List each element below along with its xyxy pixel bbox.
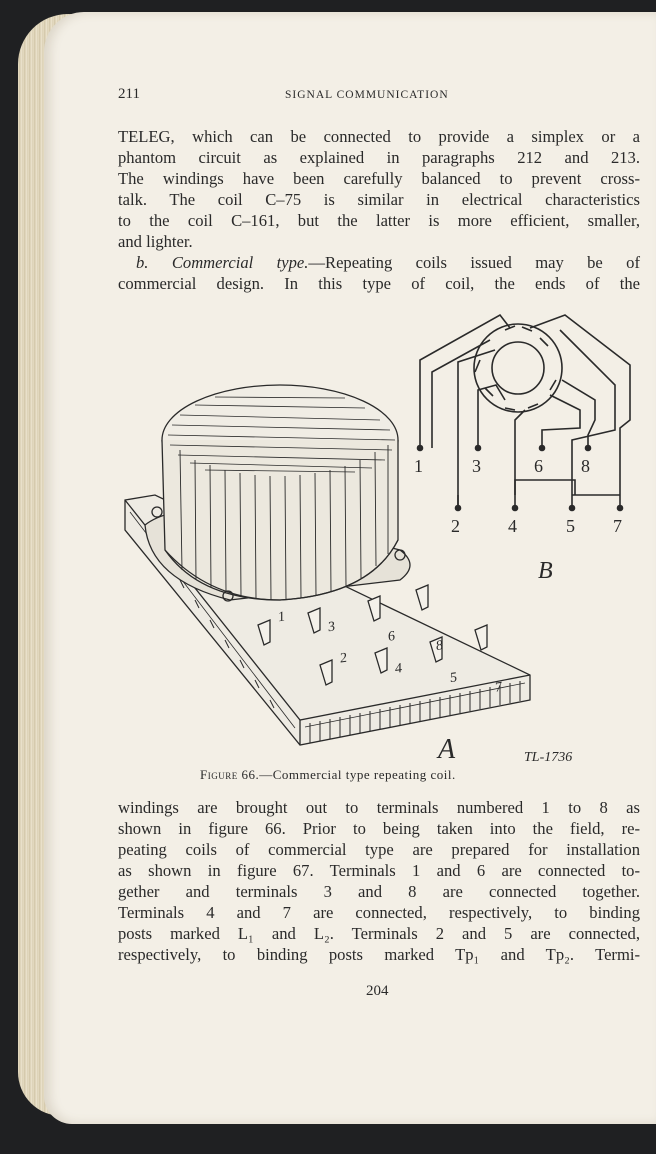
running-title: SIGNAL COMMUNICATION [285, 89, 449, 101]
diagram-terminal-3: 3 [472, 456, 481, 476]
text-line: peating coils of commercial type are prepared for installation [118, 840, 640, 859]
figure-66-illustration [110, 300, 650, 775]
diagram-terminal-1: 1 [414, 456, 423, 476]
coil-housing [145, 385, 410, 601]
caption-prefix: Figure [200, 767, 238, 782]
text-line: gether and terminals 3 and 8 are connected together. [118, 882, 640, 901]
caption-text: 66.—Commercial type repeating coil. [241, 767, 456, 782]
paragraph-b-title: Commercial type. [171, 253, 309, 272]
diagram-terminal-2: 2 [451, 516, 460, 536]
text-line: respectively, to binding posts marked Tp₁ and Tp₂. Termi- [118, 945, 640, 964]
wiring-diagram [418, 315, 631, 511]
block-terminal-5: 5 [449, 669, 457, 687]
diagram-terminal-7: 7 [613, 516, 622, 536]
figure-caption [200, 767, 456, 783]
text-line: phantom circuit as explained in paragraphs 212 and 213. [118, 148, 640, 167]
figure-label-a: A [438, 734, 456, 765]
paragraph-b-label: b. [136, 253, 149, 272]
block-terminal-3: 3 [328, 618, 335, 636]
text-line: as shown in figure 67. Terminals 1 and 6 are connected to- [118, 861, 640, 880]
block-terminal-2: 2 [340, 649, 347, 667]
paragraph-b-text: —Repeating coils issued may be of [308, 253, 640, 272]
text-line: TELEG, which can be connected to provide a simplex or a [118, 127, 640, 146]
diagram-terminal-5: 5 [566, 516, 575, 536]
paragraph-b-first-line [136, 252, 640, 273]
text-line: talk. The coil C–75 is similar in electrical characteristics [118, 190, 640, 209]
page-number: 204 [366, 983, 389, 999]
diagram-terminal-6: 6 [534, 456, 543, 476]
figure-label-b: B [538, 558, 553, 584]
section-number: 211 [118, 86, 140, 102]
text-line: commercial design. In this type of coil, the ends of the [118, 274, 640, 293]
block-terminal-1: 1 [278, 608, 285, 626]
block-terminal-4: 4 [395, 660, 402, 677]
text-line: and lighter. [118, 232, 193, 251]
text-line: The windings have been carefully balanced to prevent cross- [118, 169, 640, 188]
block-terminal-6: 6 [388, 628, 395, 645]
text-line: windings are brought out to terminals numbered 1 to 8 as [118, 798, 640, 817]
figure-tag: TL-1736 [524, 750, 573, 765]
text-line: Terminals 4 and 7 are connected, respectively, to binding [118, 903, 640, 922]
block-terminal-8: 8 [436, 637, 443, 655]
diagram-terminal-8: 8 [581, 456, 590, 476]
text-line: to the coil C–161, but the latter is more efficient, smaller, [118, 211, 640, 230]
block-terminal-7: 7 [495, 678, 502, 696]
diagram-terminal-4: 4 [508, 516, 517, 536]
text-line: shown in figure 66. Prior to being taken into the field, re- [118, 819, 640, 838]
text-line: posts marked L₁ and L₂. Terminals 2 and 5 are connected, [118, 924, 640, 943]
